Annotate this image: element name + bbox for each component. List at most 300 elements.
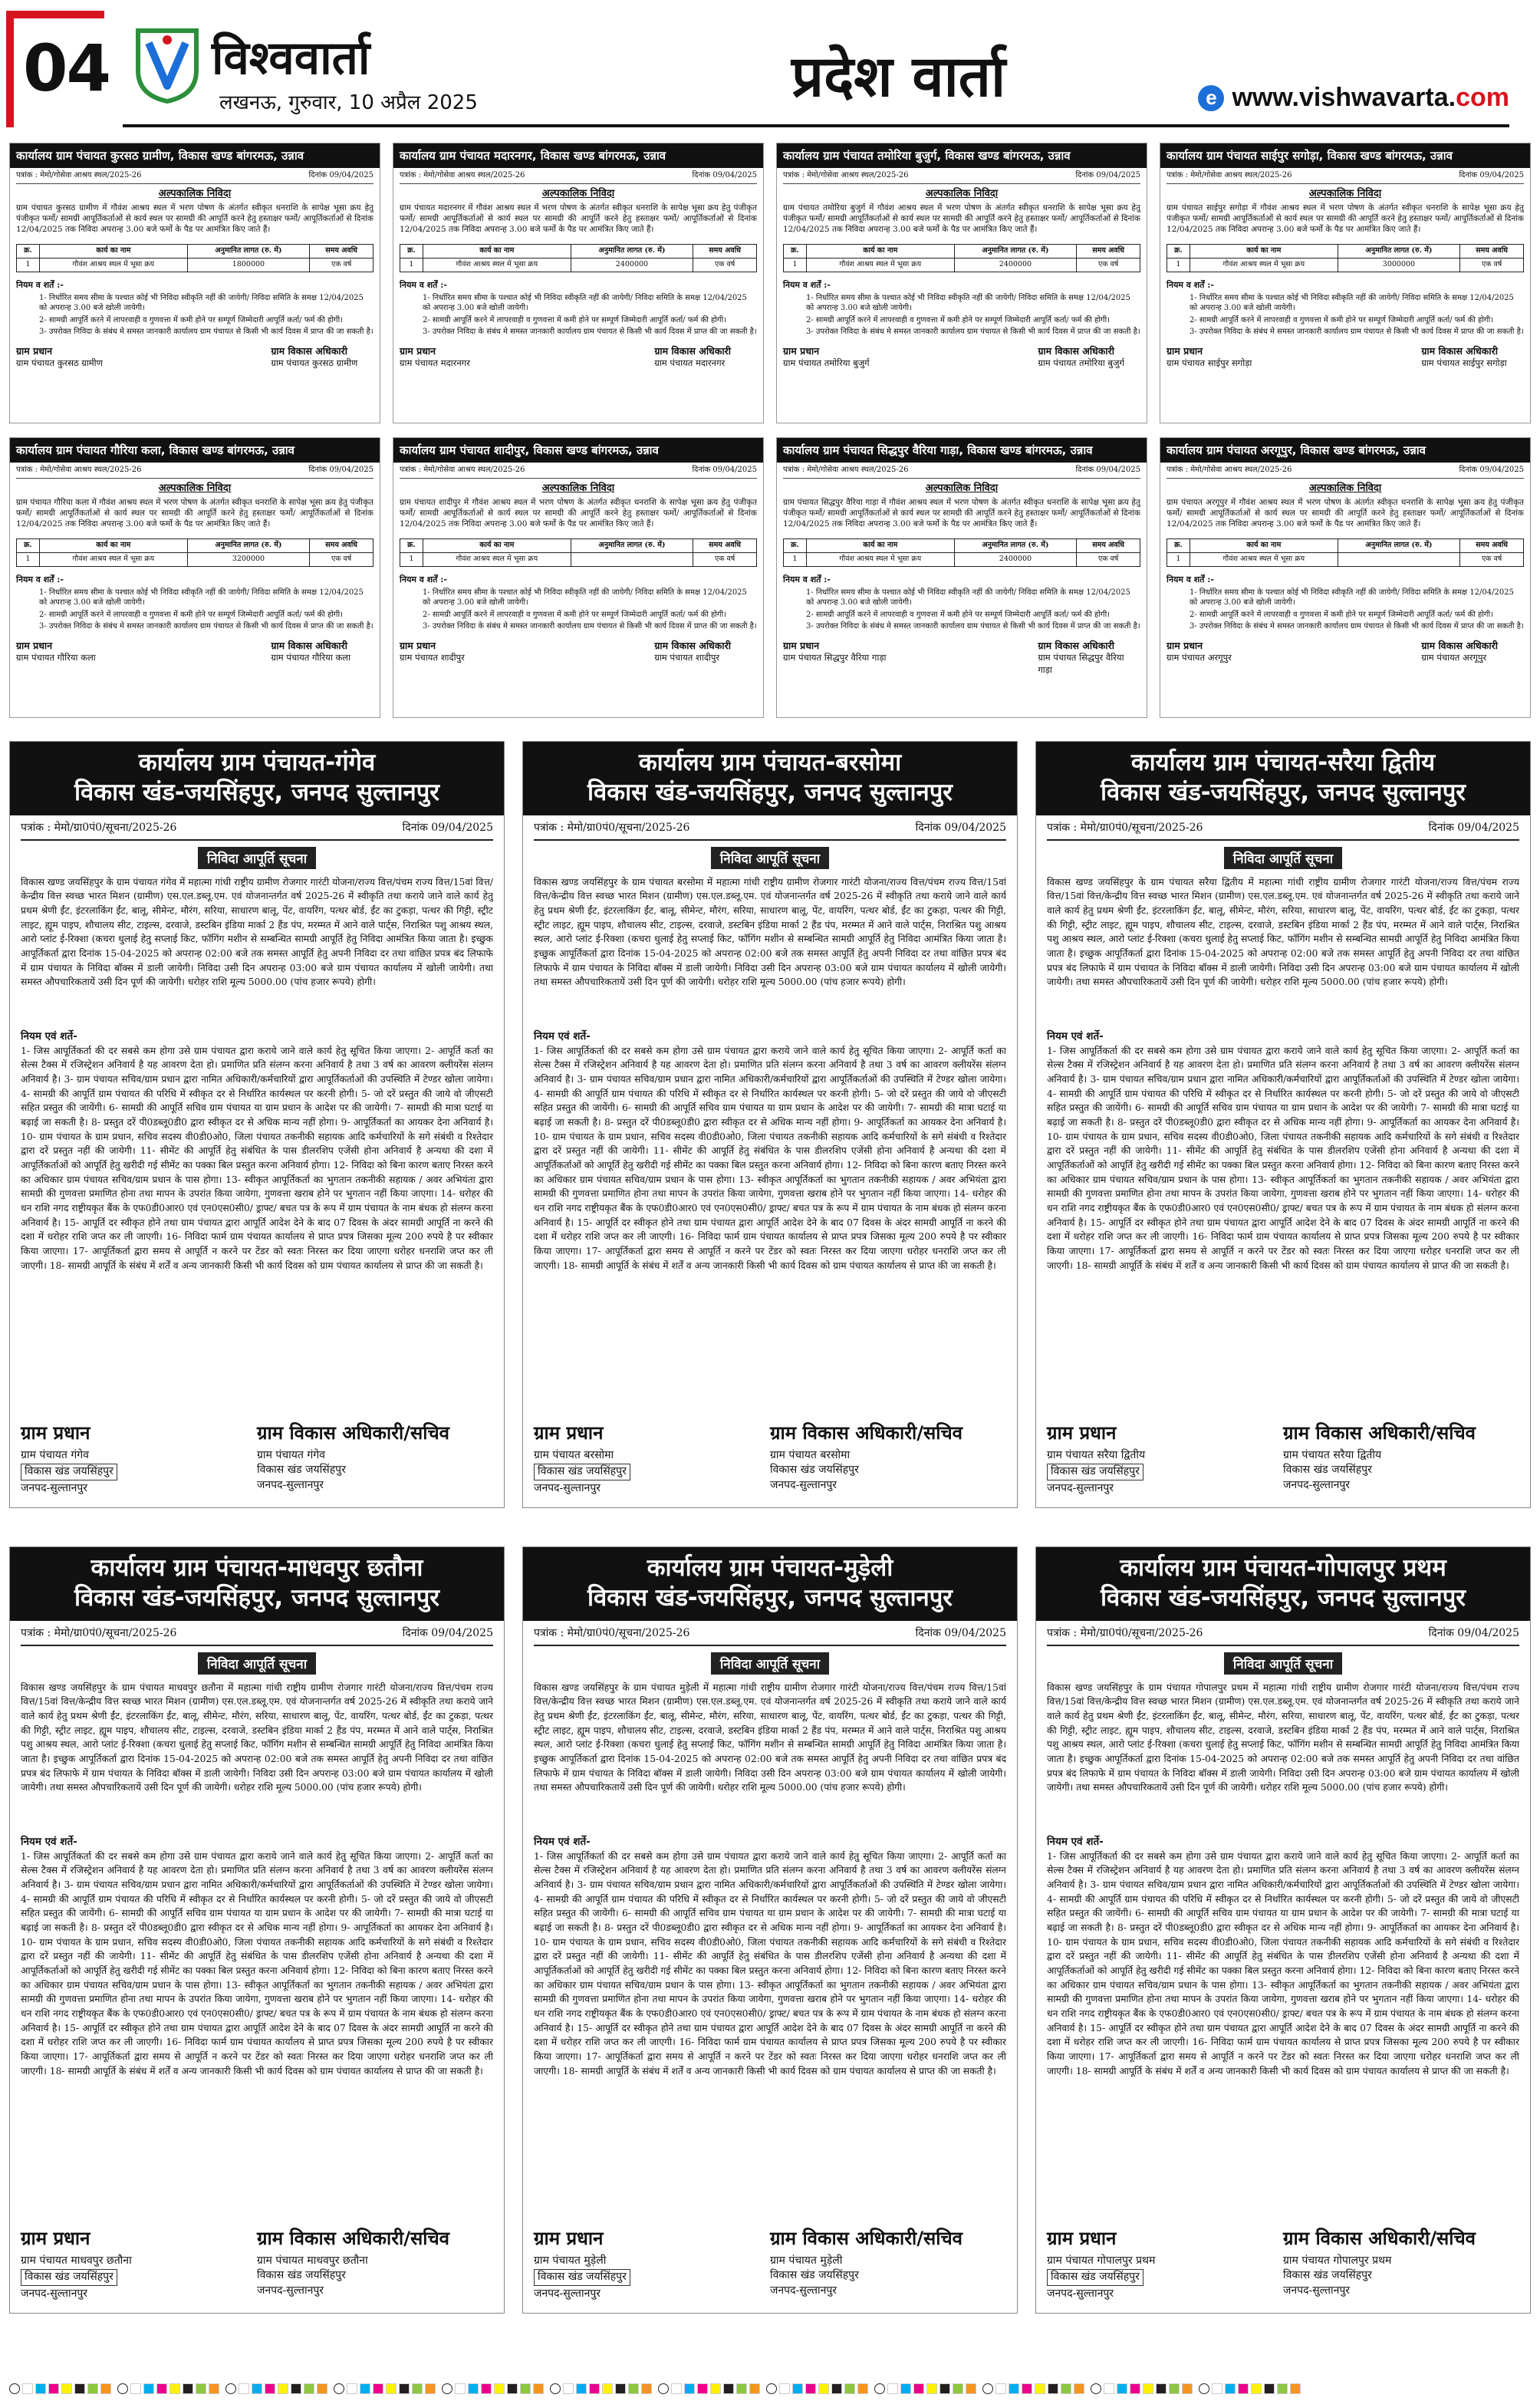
color-swatch <box>749 2383 760 2394</box>
color-swatch <box>61 2383 72 2394</box>
signature-block <box>783 640 1140 677</box>
signatory-office: ग्राम पंचायत माधवपुर छतौना <box>257 2254 368 2267</box>
notice-date: दिनांक 09/04/2025 <box>308 466 373 474</box>
table-header: क्र. <box>784 539 807 553</box>
color-swatch-group <box>550 2383 652 2395</box>
color-swatch <box>926 2383 937 2394</box>
signature-block <box>400 640 757 664</box>
table-header-row <box>1167 539 1524 553</box>
tender-notice-supply <box>1035 741 1531 1508</box>
notice-ref: पत्रांक : मेमो/गोसेवा आश्रय स्थल/2025-26 <box>1167 466 1292 474</box>
signature-block <box>21 2225 493 2302</box>
signatory-office: ग्राम पंचायत कुरसठ ग्रामीण <box>271 357 358 369</box>
signature-pradhan <box>1167 345 1338 370</box>
tender-notice-short <box>1160 437 1531 718</box>
signatory-block: विकास खंड जयसिंहपुर <box>21 2269 117 2286</box>
signatory-title: ग्राम प्रधान <box>1047 1421 1117 1444</box>
notice-office-subtitle: विकास खंड-जयसिंहपुर, जनपद सुल्तानपुर <box>74 778 439 806</box>
color-swatch <box>887 2383 898 2394</box>
signature-officer <box>585 345 757 370</box>
notice-office-title: कार्यालय ग्राम पंचायत साईपुर सगोड़ा, विकास खण्ड बांगरमऊ, उन्नाव <box>1160 143 1530 168</box>
rules-heading: नियम व शर्तें :- <box>400 279 447 290</box>
color-swatch <box>494 2383 505 2394</box>
rule-item: 2- सामग्री आपूर्ति करने में लापरवाही व गुणवत्ता में कमी होने पर सम्पूर्ण जिम्मेदारी आपूर्ति कर्ता/ फर्म की होगी। <box>806 315 1110 324</box>
signature-officer <box>1352 640 1524 664</box>
color-swatch <box>628 2383 639 2394</box>
color-swatch <box>373 2383 383 2394</box>
table-header: समय अवधि <box>1077 245 1140 259</box>
table-header: क्र. <box>17 245 40 259</box>
table-row <box>1167 258 1524 272</box>
rules-heading: नियम एवं शर्ते- <box>534 1029 591 1042</box>
notice-office-subtitle: विकास खंड-जयसिंहपुर, जनपद सुल्तानपुर <box>74 1583 439 1612</box>
signatory-title: ग्राम प्रधान <box>1167 639 1203 651</box>
rule-item: 2- सामग्री आपूर्ति करने में लापरवाही व गुणवत्ता में कमी होने पर सम्पूर्ण जिम्मेदारी आपूर्ति कर्ता/ फर्म की होगी। <box>423 315 726 324</box>
notice-ref-line <box>534 1621 1006 1646</box>
registration-mark-icon <box>766 2383 777 2394</box>
color-swatch <box>74 2383 85 2394</box>
rules-heading: नियम एवं शर्ते- <box>1047 1835 1104 1848</box>
color-swatch <box>818 2383 829 2394</box>
rules-heading: नियम व शर्तें :- <box>783 279 831 290</box>
notice-office-title: कार्यालय ग्राम पंचायत-माधवपुर छतौना <box>90 1554 423 1582</box>
table-row <box>400 258 757 272</box>
color-swatch <box>386 2383 397 2394</box>
notice-office-subtitle: विकास खंड-जयसिंहपुर, जनपद सुल्तानपुर <box>1101 778 1466 806</box>
table-cell: 3200000 <box>187 552 310 566</box>
notice-header <box>1036 742 1530 815</box>
table-cell: 2400000 <box>954 258 1077 272</box>
notice-office-subtitle: विकास खंड-जयसिंहपुर, जनपद सुल्तानपुर <box>1101 1583 1466 1612</box>
rule-item: 1- निर्धारित समय सीमा के पश्चात कोई भी निविदा स्वीकृति नहीं की जायेगी/ निविदा समिति के समक्ष 12/04/2025 को अपरान्ह 3.00 बजे खोली जायेगी। <box>806 588 1130 608</box>
table-cell: गौवंश आश्रय स्थल में भूसा क्रय <box>806 552 954 566</box>
color-swatch <box>360 2383 370 2394</box>
signatory-title: ग्राम विकास अधिकारी <box>271 639 347 651</box>
notice-heading: अल्पकालिक निविदा <box>1308 482 1382 494</box>
color-swatch-group <box>766 2383 868 2395</box>
color-swatch-group <box>982 2383 1084 2395</box>
signatory-title: ग्राम प्रधान <box>21 1421 90 1444</box>
color-swatch <box>425 2383 436 2394</box>
signature-pradhan <box>400 640 571 664</box>
color-swatch <box>87 2383 98 2394</box>
notice-date: दिनांक 09/04/2025 <box>402 821 493 834</box>
notice-ref-line <box>21 1621 493 1646</box>
table-cell: गौवंश आश्रय स्थल में भूसा क्रय <box>1190 552 1338 566</box>
signatory-title: ग्राम प्रधान <box>534 1421 604 1444</box>
notice-header <box>10 742 504 815</box>
notice-body: ग्राम पंचायत गौरिया कला में गौवंश आश्रय स्थल में भरण पोषण के अंतर्गत स्वीकृत धनराशि के सापेक्ष भूसा क्रय हेतु पंजीकृत फर्मो/ सामग्री आपूर्तिकर्ताओं से कार्य स्थल पर सामग्री की आपूर्ति करने हेतु हस्ताक्षर फर्मो/ आपूर्तिकर्ताओं से दिनांक 12/04/2025 तक निविदा अपरान्ह 3.00 बजे फर्मो के पैड पर आमंत्रित किए जाते हैं। <box>16 498 373 529</box>
tender-notice-short <box>9 143 380 423</box>
signatory-title: ग्राम प्रधान <box>783 639 820 651</box>
table-cell: 1800000 <box>187 258 310 272</box>
notice-ref: पत्रांक : मेमो/ग्रा0पं0/सूचना/2025-26 <box>534 1626 690 1639</box>
color-swatch <box>347 2383 357 2394</box>
rule-item: 1- निर्धारित समय सीमा के पश्चात कोई भी निविदा स्वीकृति नहीं की जायेगी/ निविदा समिति के समक्ष 12/04/2025 को अपरान्ह 3.00 बजे खोली जायेगी। <box>39 588 364 608</box>
color-swatch-group <box>9 2383 111 2395</box>
color-swatch <box>563 2383 574 2394</box>
notice-work-table <box>16 538 373 567</box>
rules-list <box>16 293 373 338</box>
rule-item: 2- सामग्री आपूर्ति करने में लापरवाही व गुणवत्ता में कमी होने पर सम्पूर्ण जिम्मेदारी आपूर्ति कर्ता/ फर्म की होगी। <box>39 315 343 324</box>
table-header: अनुमानित लागत (रु. में) <box>571 539 693 553</box>
signatory-district: जनपद-सुल्तानपुर <box>770 1478 837 1491</box>
rules-heading: नियम व शर्तें :- <box>1167 279 1214 290</box>
signatory-office: ग्राम पंचायत गौरिया कला <box>271 652 351 664</box>
table-cell: 1 <box>400 552 423 566</box>
table-cell: एक वर्ष <box>693 258 757 272</box>
signature-pradhan <box>1047 2225 1283 2302</box>
signatory-block: विकास खंड जयसिंहपुर <box>1047 2269 1143 2286</box>
notice-body: विकास खण्ड जयसिंहपुर के ग्राम पंचायत मुड़ेली में महात्मा गांधी राष्ट्रीय ग्रामीण रोजगार गारंटी योजना/राज्य वित्त/पंचम राज्य वित्त/15वां वित्त/केन्द्रीय वित्त स्वच्छ भारत मिशन (ग्रामीण) एस.एल.डब्लू.एम. एवं योजनान्तर्गत वर्ष 2025-26 में स्वीकृति तथा कराये जाने वाले कार्य हेतु प्रथम श्रेणी ईंट, इंटरलाकिंग ईंट, बालू, सीमेन्ट, मौरंग, सरिया, साधारण बालू, पेंट, वायरिंग, पत्थर बोर्ड, ईंट का टुकड़ा, पत्थर की गिट्टी, स्ट्रीट लाइट, ह्यूम पाइप, शौचालय सीट, टाइल्स, दरवाजे, डस्टबिन इंडिया मार्का 2 हैंड पंप, मरम्मत में आने वाले पार्ट्स, निराश्रित पशु आश्रय स्थल, आरो प्लांट ई-रिक्शा (कचरा धुलाई हेतु सप्लाई किट, फॉगिंग मशीन से सम्बन्धित सामग्री आपूर्ति हेतु निविदा आमंत्रित किया जाता है। इच्छुक आपूर्तिकर्ता द्वारा दिनांक 15-04-2025 को अपरान्ह 02:00 बजे तक समस्त आपूर्ति हेतु अपनी निविदा दर तथा वांछित प्रपत्र बंद लिफाफे में ग्राम पंचायत के निविदा बॉक्स में डाली जायेगी। निविदा उसी दिन अपरान्ह 03:00 बजे ग्राम पंचायत कार्यालय में खोली जायेगी। तथा समस्त औपचारिकतायें उसी दिन पूर्ण की जायेगी। धरोहर राशि मूल्य 5000.00 (पांच हजार रूपये) होगी। <box>534 1681 1006 1793</box>
signatory-office: ग्राम पंचायत कुरसठ ग्रामीण <box>16 357 103 369</box>
signatory-office: ग्राम पंचायत माधवपुर छतौना <box>21 2254 132 2267</box>
website-prefix: www.vishwavarta. <box>1232 83 1456 112</box>
signatory-office: ग्राम पंचायत शादीपुर <box>654 652 720 664</box>
signature-officer <box>770 1420 1006 1497</box>
color-swatch <box>252 2383 262 2394</box>
notice-body: ग्राम पंचायत शादीपुर में गौवंश आश्रय स्थल में भरण पोषण के अंतर्गत स्वीकृत धनराशि के सापेक्ष भूसा क्रय हेतु पंजीकृत फर्मो/ सामग्री आपूर्तिकर्ताओं से कार्य स्थल पर सामग्री की आपूर्ति करने हेतु हस्ताक्षर फर्मो/ आपूर्तिकर्ताओं से दिनांक 12/04/2025 तक निविदा अपरान्ह 3.00 बजे फर्मो के पैड पर आमंत्रित किए जाते हैं। <box>400 498 757 529</box>
notice-heading: अल्पकालिक निविदा <box>925 187 999 199</box>
table-cell: गौवंश आश्रय स्थल में भूसा क्रय <box>423 552 571 566</box>
table-cell: एक वर्ष <box>693 552 757 566</box>
signatory-office: ग्राम पंचायत साईपुर सगोड़ा <box>1421 357 1507 369</box>
color-swatch <box>239 2383 249 2394</box>
notice-work-table <box>1167 244 1524 272</box>
notice-date: दिनांक 09/04/2025 <box>692 171 757 179</box>
notice-body: ग्राम पंचायत सिद्धपुर वैरिया गाड़ा में गौवंश आश्रय स्थल में भरण पोषण के अंतर्गत स्वीकृत धनराशि के सापेक्ष भूसा क्रय हेतु पंजीकृत फर्मो/ सामग्री आपूर्तिकर्ताओं से कार्य स्थल पर सामग्री की आपूर्ति करने हेतु हस्ताक्षर फर्मो/ आपूर्तिकर्ताओं से दिनांक 12/04/2025 तक निविदा अपरान्ह 3.00 बजे फर्मो के पैड पर आमंत्रित किए जाते हैं। <box>783 498 1140 529</box>
color-swatch <box>304 2383 314 2394</box>
rule-item: 2- सामग्री आपूर्ति करने में लापरवाही व गुणवत्ता में कमी होने पर सम्पूर्ण जिम्मेदारी आपूर्ति कर्ता/ फर्म की होगी। <box>806 610 1110 619</box>
signatory-office: ग्राम पंचायत गंगेव <box>257 1448 325 1461</box>
notice-date: दिनांक 09/04/2025 <box>1428 1626 1519 1639</box>
color-swatch <box>100 2383 111 2394</box>
color-swatch <box>507 2383 518 2394</box>
signatory-title: ग्राम विकास अधिकारी <box>654 639 731 651</box>
color-swatch <box>399 2383 410 2394</box>
rule-item: 2- सामग्री आपूर्ति करने में लापरवाही व गुणवत्ता में कमी होने पर सम्पूर्ण जिम्मेदारी आपूर्ति कर्ता/ फर्म की होगी। <box>423 610 726 619</box>
notice-heading: अल्पकालिक निविदा <box>158 187 232 199</box>
signatory-office: ग्राम पंचायत सिद्धपुर वैरिया गाड़ा <box>783 652 887 664</box>
color-swatch-group <box>658 2383 760 2395</box>
rule-item: 2- सामग्री आपूर्ति करने में लापरवाही व गुणवत्ता में कमी होने पर सम्पूर्ण जिम्मेदारी आपूर्ति कर्ता/ फर्म की होगी। <box>1190 610 1493 619</box>
notice-ref-line <box>16 168 373 184</box>
notice-date: दिनांक 09/04/2025 <box>308 171 373 179</box>
supply-tender-notices <box>9 741 1531 2314</box>
table-header: अनुमानित लागत (रु. में) <box>187 539 310 553</box>
color-swatch <box>455 2383 466 2394</box>
rules-list <box>400 588 757 632</box>
notice-work-table <box>16 244 373 272</box>
signatory-office: ग्राम पंचायत अरगूपुर <box>1421 652 1487 664</box>
table-cell: 1 <box>17 258 40 272</box>
rule-item: 3- उपरोक्त निविदा के संबंध मे समस्त जानकारी कार्यालय ग्राम पंचायत से किसी भी कार्य दिवस में प्राप्त की जा सकती है। <box>1190 328 1524 337</box>
table-row <box>17 258 373 272</box>
notice-body: विकास खण्ड जयसिंहपुर के ग्राम पंचायत माधवपुर छतौना में महात्मा गांधी राष्ट्रीय ग्रामीण रोजगार गारंटी योजना/राज्य वित्त/पंचम राज्य वित्त/15वां वित्त/केन्द्रीय वित्त स्वच्छ भारत मिशन (ग्रामीण) एस.एल.डब्लू.एम. एवं योजनान्तर्गत वर्ष 2025-26 में स्वीकृति तथा कराये जाने वाले कार्य हेतु प्रथम श्रेणी ईंट, इंटरलाकिंग ईंट, बालू, सीमेन्ट, मौरंग, सरिया, साधारण बालू, पेंट, वायरिंग, पत्थर बोर्ड, ईंट का टुकड़ा, पत्थर की गिट्टी, स्ट्रीट लाइट, ह्यूम पाइप, शौचालय सीट, टाइल्स, दरवाजे, डस्टबिन इंडिया मार्का 2 हैंड पंप, मरम्मत में आने वाले पार्ट्स, निराश्रित पशु आश्रय स्थल, आरो प्लांट ई-रिक्शा (कचरा धुलाई हेतु सप्लाई किट, फॉगिंग मशीन से सम्बन्धित सामग्री आपूर्ति हेतु निविदा आमंत्रित किया जाता है। इच्छुक आपूर्तिकर्ता द्वारा दिनांक 15-04-2025 को अपरान्ह 02:00 बजे तक समस्त आपूर्ति हेतु अपनी निविदा दर तथा वांछित प्रपत्र बंद लिफाफे में ग्राम पंचायत के निविदा बॉक्स में डाली जायेगी। निविदा उसी दिन अपरान्ह 03:00 बजे ग्राम पंचायत कार्यालय में खोली जायेगी। तथा समस्त औपचारिकतायें उसी दिन पूर्ण की जायेगी। धरोहर राशि मूल्य 5000.00 (पांच हजार रूपये) होगी। <box>21 1681 493 1793</box>
notice-office-title: कार्यालय ग्राम पंचायत गौरिया कला, विकास खण्ड बांगरमऊ, उन्नाव <box>10 438 380 463</box>
short-tender-notices <box>9 143 1531 718</box>
color-swatch <box>939 2383 950 2394</box>
tender-notice-short <box>9 437 380 718</box>
tender-notice-supply <box>522 1546 1018 2314</box>
registration-mark-icon <box>982 2383 993 2394</box>
color-swatch <box>278 2383 288 2394</box>
notice-heading: अल्पकालिक निविदा <box>541 482 615 494</box>
notice-ref-line <box>1047 1621 1519 1646</box>
signature-block <box>783 345 1140 370</box>
signature-block <box>534 1420 1006 1497</box>
signature-officer <box>202 640 373 664</box>
notice-body: ग्राम पंचायत साईपुर सगोड़ा में गौवंश आश्रय स्थल में भरण पोषण के अंतर्गत स्वीकृत धनराशि के सापेक्ष भूसा क्रय हेतु पंजीकृत फर्मो/ सामग्री आपूर्तिकर्ताओं से कार्य स्थल पर सामग्री की आपूर्ति करने हेतु हस्ताक्षर फर्मो/ आपूर्तिकर्ताओं से दिनांक 12/04/2025 तक निविदा अपरान्ह 3.00 बजे फर्मो के पैड पर आमंत्रित किए जाते हैं। <box>1167 203 1524 235</box>
signature-block <box>400 345 757 370</box>
table-header: समय अवधि <box>1077 539 1140 553</box>
table-row <box>784 258 1140 272</box>
print-color-bar <box>9 2383 1531 2395</box>
table-cell: गौवंश आश्रय स्थल में भूसा क्रय <box>39 258 187 272</box>
registration-mark-icon <box>117 2383 128 2394</box>
table-header: क्र. <box>1167 245 1190 259</box>
rules-list <box>1167 588 1524 632</box>
color-swatch <box>130 2383 141 2394</box>
notice-heading: निविदा आपूर्ति सूचना <box>711 1652 829 1675</box>
rule-item: 1- निर्धारित समय सीमा के पश्चात कोई भी निविदा स्वीकृति नहीं की जायेगी/ निविदा समिति के समक्ष 12/04/2025 को अपरान्ह 3.00 बजे खोली जायेगी। <box>1190 588 1514 608</box>
rules-heading: नियम व शर्तें :- <box>16 574 64 585</box>
notice-body: विकास खण्ड जयसिंहपुर के ग्राम पंचायत बरसोमा में महात्मा गांधी राष्ट्रीय ग्रामीण रोजगार गारंटी योजना/राज्य वित्त/पंचम राज्य वित्त/15वां वित्त/केन्द्रीय वित्त स्वच्छ भारत मिशन (ग्रामीण) एस.एल.डब्लू.एम. एवं योजनान्तर्गत वर्ष 2025-26 में स्वीकृति तथा कराये जाने वाले कार्य हेतु प्रथम श्रेणी ईंट, इंटरलाकिंग ईंट, बालू, सीमेन्ट, मौरंग, सरिया, साधारण बालू, पेंट, वायरिंग, पत्थर बोर्ड, ईंट का टुकड़ा, पत्थर की गिट्टी, स्ट्रीट लाइट, ह्यूम पाइप, शौचालय सीट, टाइल्स, दरवाजे, डस्टबिन इंडिया मार्का 2 हैंड पंप, मरम्मत में आने वाले पार्ट्स, निराश्रित पशु आश्रय स्थल, आरो प्लांट ई-रिक्शा (कचरा धुलाई हेतु सप्लाई किट, फॉगिंग मशीन से सम्बन्धित सामग्री आपूर्ति हेतु निविदा आमंत्रित किया जाता है। इच्छुक आपूर्तिकर्ता द्वारा दिनांक 15-04-2025 को अपरान्ह 02:00 बजे तक समस्त आपूर्ति हेतु अपनी निविदा दर तथा वांछित प्रपत्र बंद लिफाफे में ग्राम पंचायत के निविदा बॉक्स में डाली जायेगी। निविदा उसी दिन अपरान्ह 03:00 बजे ग्राम पंचायत कार्यालय में खोली जायेगी। तथा समस्त औपचारिकतायें उसी दिन पूर्ण की जायेगी। धरोहर राशि मूल्य 5000.00 (पांच हजार रूपये) होगी। <box>534 876 1006 988</box>
signature-officer <box>257 1420 493 1497</box>
signatory-office: ग्राम पंचायत गोपालपुर प्रथम <box>1283 2254 1392 2267</box>
website-link[interactable] <box>1198 83 1509 113</box>
color-swatch <box>1117 2383 1127 2394</box>
notice-heading: निविदा आपूर्ति सूचना <box>1224 847 1342 869</box>
signatory-title: ग्राम विकास अधिकारी <box>1421 639 1498 651</box>
notice-heading: अल्पकालिक निविदा <box>541 187 615 199</box>
notice-heading: निविदा आपूर्ति सूचना <box>1224 1652 1342 1675</box>
notice-header <box>10 1547 504 1621</box>
notice-ref-line <box>1167 463 1524 479</box>
table-cell: 1 <box>784 258 807 272</box>
notice-ref: पत्रांक : मेमो/ग्रा0पं0/सूचना/2025-26 <box>21 821 177 834</box>
notice-ref: पत्रांक : मेमो/गोसेवा आश्रय स्थल/2025-26 <box>16 171 142 179</box>
color-swatch-group <box>334 2383 436 2395</box>
signature-pradhan <box>783 345 955 370</box>
notice-office-title: कार्यालय ग्राम पंचायत-गोपालपुर प्रथम <box>1120 1554 1446 1582</box>
signatory-office: ग्राम पंचायत तमोरिया बुजुर्ग <box>1038 357 1124 369</box>
rules-heading: नियम व शर्तें :- <box>783 574 831 585</box>
signatory-office: ग्राम पंचायत सिद्धपुर वैरिया गाड़ा <box>1038 652 1124 675</box>
color-swatch <box>792 2383 803 2394</box>
table-header: क्र. <box>1167 539 1190 553</box>
color-swatch <box>857 2383 868 2394</box>
rule-item: 2- सामग्री आपूर्ति करने में लापरवाही व गुणवत्ता में कमी होने पर सम्पूर्ण जिम्मेदारी आपूर्ति कर्ता/ फर्म की होगी। <box>1190 315 1493 324</box>
color-swatch <box>1251 2383 1262 2394</box>
table-cell: 1 <box>400 258 423 272</box>
color-swatch <box>615 2383 626 2394</box>
notice-heading: निविदा आपूर्ति सूचना <box>198 847 316 869</box>
signature-block <box>1047 1420 1519 1497</box>
notice-ref: पत्रांक : मेमो/गोसेवा आश्रय स्थल/2025-26 <box>1167 171 1292 179</box>
notice-ref: पत्रांक : मेमो/गोसेवा आश्रय स्थल/2025-26 <box>783 466 909 474</box>
color-swatch <box>468 2383 479 2394</box>
color-swatch <box>412 2383 423 2394</box>
table-cell: गौवंश आश्रय स्थल में भूसा क्रय <box>806 258 954 272</box>
table-header: समय अवधि <box>310 245 373 259</box>
color-swatch <box>710 2383 721 2394</box>
signatory-title: ग्राम प्रधान <box>16 639 53 651</box>
rules-list <box>16 588 373 632</box>
color-swatch <box>169 2383 180 2394</box>
signature-officer <box>585 640 757 664</box>
registration-mark-icon <box>1199 2383 1209 2394</box>
registration-mark-icon <box>550 2383 561 2394</box>
color-swatch <box>35 2383 46 2394</box>
table-row <box>400 552 757 566</box>
color-swatch <box>1130 2383 1140 2394</box>
table-header: क्र. <box>400 245 423 259</box>
registration-mark-icon <box>658 2383 669 2394</box>
rule-item: 3- उपरोक्त निविदा के संबंध मे समस्त जानकारी कार्यालय ग्राम पंचायत से किसी भी कार्य दिवस में प्राप्त की जा सकती है। <box>806 328 1140 337</box>
color-swatch <box>481 2383 492 2394</box>
color-swatch <box>1264 2383 1275 2394</box>
rule-item: 3- उपरोक्त निविदा के संबंध मे समस्त जानकारी कार्यालय ग्राम पंचायत से किसी भी कार्य दिवस में प्राप्त की जा सकती है। <box>39 622 373 631</box>
rule-item: 1- निर्धारित समय सीमा के पश्चात कोई भी निविदा स्वीकृति नहीं की जायेगी/ निविदा समिति के समक्ष 12/04/2025 को अपरान्ह 3.00 बजे खोली जायेगी। <box>1190 293 1514 313</box>
notice-heading: अल्पकालिक निविदा <box>158 482 232 494</box>
notice-office-title: कार्यालय ग्राम पंचायत अरगूपुर, विकास खण्ड बांगरमऊ, उन्नाव <box>1160 438 1530 463</box>
notice-header <box>1036 1547 1530 1621</box>
table-header: समय अवधि <box>693 539 757 553</box>
notice-ref: पत्रांक : मेमो/ग्रा0पं0/सूचना/2025-26 <box>21 1626 177 1639</box>
rule-item: 3- उपरोक्त निविदा के संबंध मे समस्त जानकारी कार्यालय ग्राम पंचायत से किसी भी कार्य दिवस में प्राप्त की जा सकती है। <box>806 622 1140 631</box>
color-swatch <box>576 2383 587 2394</box>
notice-ref: पत्रांक : मेमो/गोसेवा आश्रय स्थल/2025-26 <box>400 466 525 474</box>
color-swatch <box>143 2383 154 2394</box>
signatory-district: जनपद-सुल्तानपुर <box>770 2284 837 2297</box>
notice-body: ग्राम पंचायत अरगूपुर में गौवंश आश्रय स्थल में भरण पोषण के अंतर्गत स्वीकृत धनराशि के सापेक्ष भूसा क्रय हेतु पंजीकृत फर्मो/ सामग्री आपूर्तिकर्ताओं से कार्य स्थल पर सामग्री की आपूर्ति करने हेतु हस्ताक्षर फर्मो/ आपूर्तिकर्ताओं से दिनांक 12/04/2025 तक निविदा अपरान्ह 3.00 बजे फर्मो के पैड पर आमंत्रित किए जाते हैं। <box>1167 498 1524 529</box>
notice-ref: पत्रांक : मेमो/गोसेवा आश्रय स्थल/2025-26 <box>16 466 142 474</box>
notice-date: दिनांक 09/04/2025 <box>915 821 1006 834</box>
notice-body: ग्राम पंचायत कुरसठ ग्रामीण में गौवंश आश्रय स्थल में भरण पोषण के अंतर्गत स्वीकृत धनराशि के सापेक्ष भूसा क्रय हेतु पंजीकृत फर्मो/ सामग्री आपूर्तिकर्ताओं से कार्य स्थल पर सामग्री की आपूर्ति करने हेतु हस्ताक्षर फर्मो/ आपूर्तिकर्ताओं से दिनांक 12/04/2025 तक निविदा अपरान्ह 3.00 बजे फर्मो के पैड पर आमंत्रित किए जाते हैं। <box>16 203 373 235</box>
color-swatch <box>520 2383 531 2394</box>
color-swatch <box>1238 2383 1249 2394</box>
signature-pradhan <box>21 1420 257 1497</box>
table-header: समय अवधि <box>1460 539 1524 553</box>
table-header: कार्य का नाम <box>39 245 187 259</box>
table-cell: एक वर्ष <box>310 258 373 272</box>
color-swatch <box>995 2383 1006 2394</box>
registration-mark-icon <box>9 2383 20 2394</box>
color-swatch <box>723 2383 734 2394</box>
table-cell: एक वर्ष <box>1077 552 1140 566</box>
color-swatch <box>1212 2383 1222 2394</box>
signatory-title: ग्राम विकास अधिकारी/सचिव <box>1283 1421 1476 1444</box>
notice-body: ग्राम पंचायत तमोरिया बुजुर्ग में गौवंश आश्रय स्थल में भरण पोषण के अंतर्गत स्वीकृत धनराशि के सापेक्ष भूसा क्रय हेतु पंजीकृत फर्मो/ सामग्री आपूर्तिकर्ताओं से कार्य स्थल पर सामग्री की आपूर्ति करने हेतु हस्ताक्षर फर्मो/ आपूर्तिकर्ताओं से दिनांक 12/04/2025 तक निविदा अपरान्ह 3.00 बजे फर्मो के पैड पर आमंत्रित किए जाते हैं। <box>783 203 1140 235</box>
tender-notice-supply <box>9 1546 505 2314</box>
notice-office-subtitle: विकास खंड-जयसिंहपुर, जनपद सुल्तानपुर <box>587 1583 953 1612</box>
table-cell: 1 <box>1167 552 1190 566</box>
rules-heading: नियम एवं शर्ते- <box>1047 1029 1104 1042</box>
signatory-office: ग्राम पंचायत सरैया द्वितीय <box>1047 1448 1146 1461</box>
color-swatch <box>1290 2383 1301 2394</box>
table-cell: गौवंश आश्रय स्थल में भूसा क्रय <box>423 258 571 272</box>
rules-list <box>1167 293 1524 338</box>
rules-heading: नियम एवं शर्ते- <box>21 1029 77 1042</box>
notice-office-title: कार्यालय ग्राम पंचायत-सरैया द्वितीय <box>1130 749 1436 776</box>
color-swatch <box>831 2383 842 2394</box>
notice-ref-line <box>400 463 757 479</box>
signatory-district: जनपद-सुल्तानपुर <box>21 2287 88 2300</box>
notice-office-title: कार्यालय ग्राम पंचायत-गंगेव <box>138 749 376 776</box>
signatory-title: ग्राम प्रधान <box>534 2227 604 2249</box>
table-header: समय अवधि <box>1460 245 1524 259</box>
table-row <box>784 552 1140 566</box>
color-swatch-group <box>117 2383 219 2395</box>
rule-item: 1- निर्धारित समय सीमा के पश्चात कोई भी निविदा स्वीकृति नहीं की जायेगी/ निविदा समिति के समक्ष 12/04/2025 को अपरान्ह 3.00 बजे खोली जायेगी। <box>423 293 747 313</box>
tender-notice-supply <box>1035 1546 1531 2314</box>
table-header: अनुमानित लागत (रु. में) <box>187 245 310 259</box>
tender-notice-supply <box>522 741 1018 1508</box>
notice-ref-line <box>21 815 493 841</box>
tender-notice-short <box>776 437 1147 718</box>
rules-list <box>783 293 1140 338</box>
signatory-district: जनपद-सुल्तानपुर <box>1047 1481 1114 1494</box>
rules-heading: नियम व शर्तें :- <box>1167 574 1214 585</box>
signatory-title: ग्राम प्रधान <box>1047 2227 1117 2249</box>
notice-date: दिनांक 09/04/2025 <box>1075 466 1140 474</box>
table-header-row <box>17 539 373 553</box>
signature-pradhan <box>1047 1420 1283 1497</box>
table-cell <box>1338 552 1460 566</box>
color-swatch <box>1048 2383 1058 2394</box>
rules-text: 1- जिस आपूर्तिकर्ता की दर सबसे कम होगा उसे ग्राम पंचायत द्वारा कराये जाने वाले कार्य हेतु सूचित किया जाएगा। 2- आपूर्ति कर्ता का सेल्स टैक्स में रजिस्ट्रेशन अनिवार्य है यह आवरण देता हो। प्रमाणित प्रति संलग्न करना अनिवार्य है तथा 3 वर्ष का आवरण क्लीयरेंस संलग्न अनिवार्य है। 3- ग्राम पंचायत सचिव/ग्राम प्रधान द्वारा नामित अधिकारी/कर्मचारियों द्वारा आपूर्तिकर्ताओं की उपस्थिति में टेण्डर खोला जायेगा। 4- सामग्री की आपूर्ति ग्राम पंचायत की परिधि में स्वीकृत दर से निर्धारित कार्यस्थल पर करनी होगी। 5- जो दरें प्रस्तुत की जाये वो जीएसटी सहित प्रस्तुत की जायेंगी। 6- सामग्री की आपूर्ति सचिव ग्राम पंचायत या ग्राम प्रधान के आदेश पर की जायेगी। 7- सामग्री की मात्रा घटाई या बढ़ाई जा सकती है। 8- प्रस्तुत दरें पी0डब्लू0डी0 द्वारा स्वीकृत दर से अधिक मान्य नहीं होगा। 9- आपूर्तिकर्ता का आयकर देना अनिवार्य है। 10- ग्राम पंचायत के ग्राम प्रधान, सचिव सदस्य वी0डी0ओ0, जिला पंचायत तकनीकी सहायक आदि कर्मचारियों के सगे संबंधी व रिश्तेदार द्वारा दरें प्रस्तुत नहीं की जायेगी। 11- सीमेंट की आपूर्ति हेतु संबंधित के पास डीलरशिप एजेंसी होना अनिवार्य है अन्यथा की दशा में आपूर्तिकर्ताओं को आपूर्ति हेतु खरीदी गई सीमेंट का पक्का बिल प्रस्तुत करना अनिवार्य होगा। 12- निविदा को बिना कारण बताए निरस्त करने का अधिकार ग्राम पंचायत सचिव/ग्राम प्रधान के पास होगा। 13- स्वीकृत आपूर्तिकर्ता का भुगतान तकनीकी सहायक / अवर अभियंता द्वारा सामग्री की गुणवत्ता प्रमाणित होना तथा मापन के उपरांत किया जायेगा, गुणवत्ता खराब होने पर भुगतान नहीं किया जाएगा। 14- धरोहर की धन राशि नगद राष्ट्रीयकृत बैंक के एफ0डी0आर0 एवं एन0एस0सी0/ ड्राफ्ट/ बचत पत्र के रूप में ग्राम पंचायत के नाम बंधक हो संलग्न करना अनिवार्य है। 15- आपूर्ति दर स्वीकृत होने तथा ग्राम पंचायत द्वारा आपूर्ति आदेश देने के बाद 07 दिवस के अंदर सामग्री आपूर्ति ना करने की दशा में धरोहर राशि जप्त कर ली जाएगी। 16- निविदा फार्म ग्राम पंचायत कार्यालय से प्राप्त प्रपत्र जिसका मूल्य 200 रुपये है पर स्वीकार किया जाएगा। 17- आपूर्तिकर्ता द्वारा समय से आपूर्ति न करने पर टेंडर को स्वतः निरस्त कर दिया जाएगा धरोहर धनराशि जप्त कर ली जाएगी। 18- सामग्री आपूर्ति के संबंध में शर्तें व अन्य जानकारी किसी भी कार्य दिवस को ग्राम पंचायत कार्यालय से प्राप्त की जा सकती है। <box>534 1045 1006 1271</box>
color-swatch <box>1074 2383 1084 2394</box>
signatory-office: ग्राम पंचायत शादीपुर <box>400 652 465 664</box>
color-swatch <box>602 2383 613 2394</box>
color-swatch <box>291 2383 301 2394</box>
signatory-title: ग्राम विकास अधिकारी/सचिव <box>257 1421 450 1444</box>
color-swatch <box>900 2383 911 2394</box>
signature-pradhan <box>21 2225 257 2302</box>
notice-heading: निविदा आपूर्ति सूचना <box>198 1652 316 1675</box>
table-header-row <box>400 539 757 553</box>
signatory-title: ग्राम प्रधान <box>1167 344 1203 357</box>
color-swatch <box>1169 2383 1180 2394</box>
signature-block <box>16 345 373 370</box>
notice-ref: पत्रांक : मेमो/ग्रा0पं0/सूचना/2025-26 <box>1047 1626 1203 1639</box>
color-swatch <box>966 2383 976 2394</box>
rules-list <box>783 588 1140 632</box>
notice-ref: पत्रांक : मेमो/ग्रा0पं0/सूचना/2025-26 <box>534 821 690 834</box>
signatory-office: ग्राम पंचायत गौरिया कला <box>16 652 96 664</box>
rules-heading: नियम एवं शर्ते- <box>21 1835 77 1848</box>
color-swatch <box>1143 2383 1153 2394</box>
notice-header <box>523 742 1017 815</box>
notice-office-title: कार्यालय ग्राम पंचायत शादीपुर, विकास खण्ड बांगरमऊ, उन्नाव <box>393 438 763 463</box>
notice-office-title: कार्यालय ग्राम पंचायत सिद्धपुर वैरिया गाड़ा, विकास खण्ड बांगरमऊ, उन्नाव <box>777 438 1147 463</box>
table-cell: 2400000 <box>954 552 1077 566</box>
rule-item: 3- उपरोक्त निविदा के संबंध मे समस्त जानकारी कार्यालय ग्राम पंचायत से किसी भी कार्य दिवस में प्राप्त की जा सकती है। <box>1190 622 1524 631</box>
signatory-block: विकास खंड जयसिंहपुर <box>257 1464 346 1477</box>
notice-header <box>523 1547 1017 1621</box>
signatory-title: ग्राम विकास अधिकारी <box>1038 639 1114 651</box>
color-swatch-group <box>1091 2383 1193 2395</box>
notice-ref: पत्रांक : मेमो/ग्रा0पं0/सूचना/2025-26 <box>1047 821 1203 834</box>
signature-officer <box>969 640 1140 677</box>
signatory-office: ग्राम पंचायत बरसोमा <box>770 1448 851 1461</box>
notice-heading: अल्पकालिक निविदा <box>925 482 999 494</box>
signatory-office: ग्राम पंचायत बरसोमा <box>534 1448 614 1461</box>
website-suffix: com <box>1456 83 1509 112</box>
signatory-block: विकास खंड जयसिंहपुर <box>1283 1464 1372 1477</box>
signature-block <box>16 640 373 664</box>
